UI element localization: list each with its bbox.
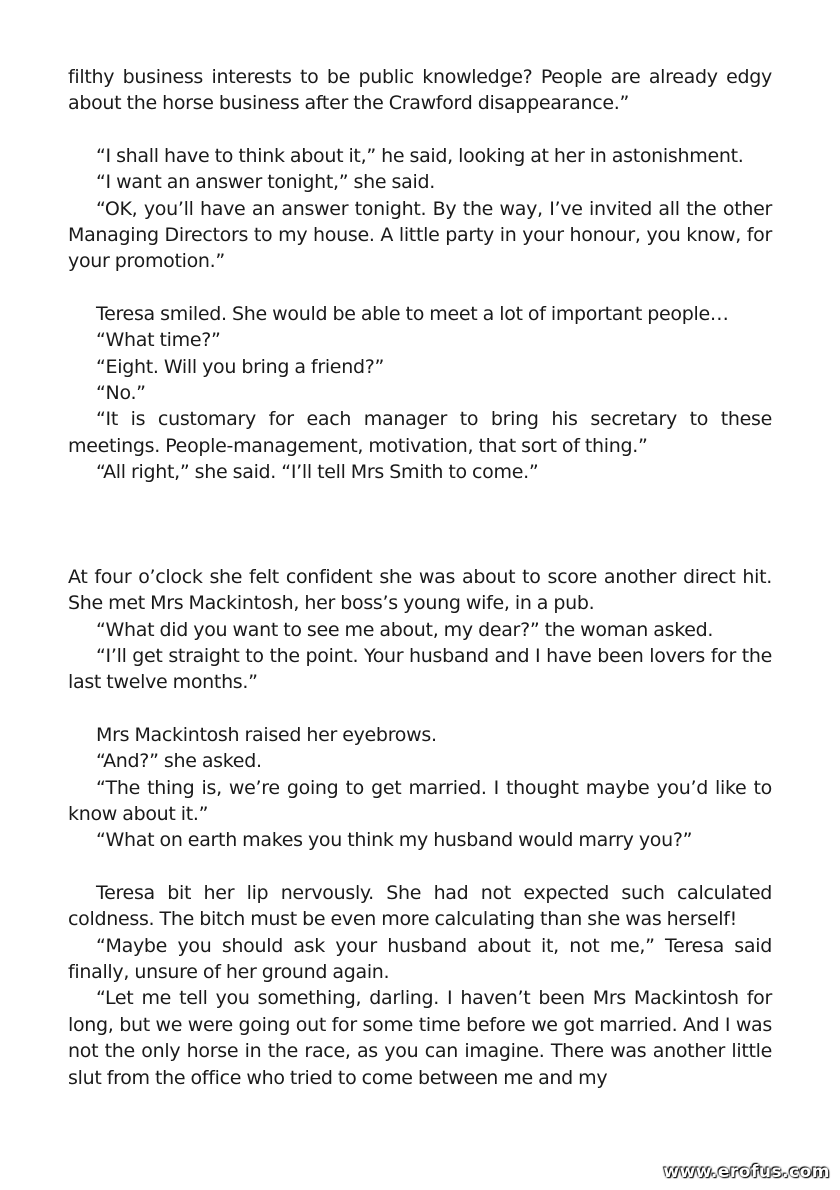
paragraph: Mrs Mackintosh raised her eyebrows. xyxy=(96,723,437,746)
paragraph: “No.” xyxy=(96,382,146,405)
paragraph: “What did you want to see me about, my dear?” the woman asked. xyxy=(96,618,714,641)
paragraph: “The thing is, we’re going to get married. I thought maybe you’d like to know about it.” xyxy=(68,776,772,825)
paragraph: “What time?” xyxy=(96,329,221,352)
paragraph: “Maybe you should ask your husband about it, not me,” Teresa said finally, unsure of her ground again. xyxy=(68,934,772,983)
paragraph: “I want an answer tonight,” she said. xyxy=(96,171,435,194)
paragraph: “I shall have to think about it,” he said, looking at her in astonishment. xyxy=(96,144,744,167)
paragraph: “Let me tell you something, darling. I haven’t been Mrs Mackintosh for long, but we were going out for some time before we got married. And I was not the only horse in the race, as you can imagine. There was another little slut from the office who tried to come between me and my xyxy=(68,987,772,1089)
paragraph: “What on earth makes you think my husband would marry you?” xyxy=(96,829,693,852)
paragraph: “It is customary for each manager to bring his secretary to these meetings. People-management, motivation, that sort of thing.” xyxy=(68,408,772,457)
paragraph: “I’ll get straight to the point. Your husband and I have been lovers for the last twelve months.” xyxy=(68,644,772,694)
body-text xyxy=(68,64,772,1091)
paragraph: Teresa bit her lip nervously. She had not expected such calculated coldness. The bitch must be even more calculating than she was herself! xyxy=(68,881,772,931)
watermark: www.erofus.com xyxy=(663,1162,830,1182)
paragraph: At four o’clock she felt confident she was about to score another direct hit. She met Mrs Mackintosh, her boss’s young wife, in a pub. xyxy=(68,565,772,615)
paragraph: “All right,” she said. “I’ll tell Mrs Smith to come.” xyxy=(96,461,539,484)
paragraph: “Eight. Will you bring a friend?” xyxy=(96,355,385,378)
paragraph: filthy business interests to be public knowledge? People are already edgy about the horse business after the Crawford disappearance.” xyxy=(68,66,772,115)
paragraph: “And?” she asked. xyxy=(96,750,262,773)
paragraph: “OK, you’ll have an answer tonight. By the way, I’ve invited all the other Managing Directors to my house. A little party in your honour, you know, for your promotion.” xyxy=(68,197,772,273)
paragraph: Teresa smiled. She would be able to meet a lot of important people… xyxy=(96,302,729,325)
